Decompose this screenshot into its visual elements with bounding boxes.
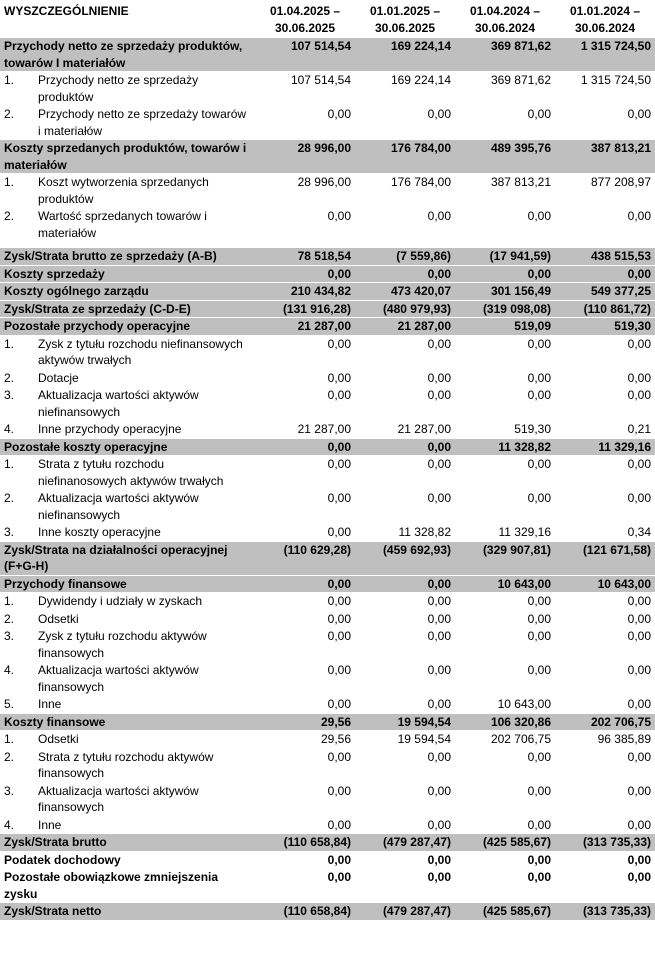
detail-row [0,662,655,696]
summary-row [0,140,655,174]
row-label-cell [0,283,255,301]
row-label: Zysk z tytułu rozchodu aktywów finansowych [38,629,207,660]
row-label-cell [0,816,255,834]
value-cell: (110 658,84) [255,834,355,852]
value-cell: 0,00 [555,387,655,421]
detail-row [0,421,655,439]
value-cell: 0,00 [455,816,555,834]
value-cell: 0,00 [455,369,555,387]
row-label-cell [0,106,255,140]
row-label-cell [0,748,255,782]
row-number: 2. [4,749,15,764]
row-label-cell [0,248,255,266]
value-cell: (479 287,47) [355,903,455,921]
row-number: 2. [4,370,15,385]
value-cell: (7 559,86) [355,248,455,266]
value-cell: 0,00 [355,869,455,903]
value-cell: 0,00 [355,208,455,248]
value-cell: 0,00 [455,748,555,782]
value-cell: 202 706,75 [555,713,655,731]
value-cell: 0,00 [355,851,455,869]
value-cell: 96 385,89 [555,731,655,749]
row-label: Inne przychody operacyjne [38,422,182,436]
value-cell: 0,00 [355,628,455,662]
value-cell: 473 420,07 [355,283,455,301]
row-label-cell [0,387,255,421]
row-label: Inne [38,817,62,832]
header-label: WYSZCZEGÓLNIENIE [0,0,255,38]
value-cell: 0,00 [255,816,355,834]
value-cell: (459 692,93) [355,541,455,575]
row-number: 3. [4,783,15,798]
value-cell: 10 643,00 [455,575,555,593]
row-label: Aktualizacja wartości aktywów finansowych [38,663,199,694]
value-cell: 0,00 [455,851,555,869]
detail-row [0,628,655,662]
value-cell: 0,00 [355,575,455,593]
value-cell: 0,00 [255,593,355,611]
row-label: Zysk/Strata ze sprzedaży (C-D-E) [4,301,191,316]
row-number: 5. [4,697,15,711]
value-cell: 0,00 [455,628,555,662]
summary-row [0,834,655,852]
row-label-cell [0,593,255,611]
row-number: 1. [4,175,15,189]
value-cell: 28 996,00 [255,140,355,174]
row-label-cell [0,72,255,106]
row-label-cell [0,903,255,921]
value-cell: 0,00 [255,369,355,387]
row-label: Koszty sprzedanych produktów, towarów i materiałów [4,141,247,172]
value-cell: 210 434,82 [255,283,355,301]
row-number: 1. [4,732,15,746]
value-cell: 0,00 [555,490,655,524]
value-cell: 0,00 [455,593,555,611]
detail-row [0,696,655,714]
value-cell: 0,00 [455,782,555,816]
row-label-cell [0,438,255,456]
row-label: Strata z tytułu rozchodu aktywów finansowych [38,749,214,780]
value-cell: 0,00 [255,524,355,542]
value-cell: 0,00 [255,490,355,524]
value-cell: 0,00 [355,748,455,782]
value-cell: (110 658,84) [255,903,355,921]
value-cell: 0,00 [455,869,555,903]
value-cell: (313 735,33) [555,834,655,852]
row-label: Koszty sprzedaży [4,266,105,281]
header-period: 01.01.2025 – 30.06.2025 [355,0,455,38]
row-label: Inne [38,697,62,711]
summary-row [0,438,655,456]
row-label-cell [0,300,255,318]
value-cell: 202 706,75 [455,731,555,749]
row-label-cell [0,731,255,749]
value-cell: (425 585,67) [455,834,555,852]
value-cell: 19 594,54 [355,713,455,731]
value-cell: 176 784,00 [355,140,455,174]
detail-row [0,387,655,421]
row-label-cell [0,869,255,903]
value-cell: 0,00 [455,106,555,140]
value-cell: 0,34 [555,524,655,542]
row-number: 2. [4,107,15,121]
value-cell: 106 320,86 [455,713,555,731]
row-label-cell [0,490,255,524]
value-cell: 0,00 [255,208,355,248]
value-cell: 0,00 [555,456,655,490]
row-number: 1. [4,336,15,351]
value-cell: 0,00 [555,662,655,696]
value-cell: 0,00 [555,610,655,628]
value-cell: 0,00 [555,851,655,869]
summary-row [0,318,655,336]
detail-row [0,748,655,782]
value-cell: 1 315 724,50 [555,38,655,72]
value-cell: 0,00 [255,456,355,490]
row-label: Inne koszty operacyjne [38,525,161,539]
value-cell: 0,00 [355,490,455,524]
row-label: Odsetki [38,611,79,626]
row-label: Aktualizacja wartości aktywów finansowych [38,783,199,814]
row-number: 2. [4,491,15,505]
summary-row [0,265,655,283]
row-label: Dywidendy i udziały w zyskach [38,594,203,608]
value-cell: (17 941,59) [455,248,555,266]
row-label: Strata z tytułu rozchodu niefinanosowych aktywów trwałych [38,457,224,488]
row-label-cell [0,696,255,714]
value-cell: 11 329,16 [455,524,555,542]
row-label: Koszty ogólnego zarządu [4,284,149,298]
row-label-cell [0,456,255,490]
row-number: 1. [4,73,15,87]
value-cell: 0,00 [255,662,355,696]
header-period: 01.04.2024 – 30.06.2024 [455,0,555,38]
value-cell: 0,00 [355,662,455,696]
value-cell: 0,00 [255,628,355,662]
value-cell: 0,00 [255,696,355,714]
value-cell: 0,00 [355,610,455,628]
value-cell: 0,00 [455,265,555,283]
value-cell: 0,00 [255,106,355,140]
value-cell: 29,56 [255,731,355,749]
row-label-cell [0,713,255,731]
row-number: 3. [4,388,15,402]
row-label-cell [0,421,255,439]
row-number: 3. [4,629,15,643]
value-cell: 0,00 [355,369,455,387]
value-cell: 0,00 [255,869,355,903]
row-label: Pozostałe koszty operacyjne [4,439,168,454]
row-label-cell [0,318,255,336]
value-cell: 0,00 [455,208,555,248]
row-label-cell [0,174,255,208]
detail-row [0,782,655,816]
value-cell: 21 287,00 [255,421,355,439]
value-cell: 0,00 [555,265,655,283]
detail-row [0,174,655,208]
row-label-cell [0,140,255,174]
detail-row [0,524,655,542]
value-cell: 0,00 [555,696,655,714]
row-number: 2. [4,611,15,626]
value-cell: (329 907,81) [455,541,555,575]
value-cell: 0,00 [555,593,655,611]
row-label-cell [0,851,255,869]
value-cell: 0,21 [555,421,655,439]
value-cell: 0,00 [255,265,355,283]
value-cell: 0,00 [555,869,655,903]
value-cell: 0,00 [555,106,655,140]
value-cell: 549 377,25 [555,283,655,301]
row-label: Aktualizacja wartości aktywów niefinansowych [38,491,199,522]
summary-row [0,903,655,921]
row-label-cell [0,38,255,72]
row-label-cell [0,335,255,369]
detail-row [0,593,655,611]
row-label-cell [0,369,255,387]
row-label: Podatek dochodowy [4,852,121,867]
value-cell: 169 224,14 [355,38,455,72]
row-number: 3. [4,525,15,539]
detail-row [0,731,655,749]
row-label-cell [0,265,255,283]
row-label-cell [0,524,255,542]
value-cell: 387 813,21 [555,140,655,174]
row-label-cell [0,782,255,816]
row-label: Zysk z tytułu rozchodu niefinansowych aktywów trwałych [38,336,243,367]
value-cell: 10 643,00 [555,575,655,593]
value-cell: 0,00 [355,782,455,816]
value-cell: 519,30 [555,318,655,336]
detail-row [0,610,655,628]
value-cell: 0,00 [355,456,455,490]
value-cell: 21 287,00 [255,318,355,336]
value-cell: 0,00 [355,593,455,611]
value-cell: 519,30 [455,421,555,439]
summary-row [0,38,655,72]
row-label: Zysk/Strata brutto ze sprzedaży (A-B) [4,249,217,263]
value-cell: 0,00 [355,696,455,714]
value-cell: 387 813,21 [455,174,555,208]
value-cell: 0,00 [555,628,655,662]
detail-row [0,369,655,387]
detail-row [0,335,655,369]
value-cell: 0,00 [255,387,355,421]
header-period: 01.04.2025 – 30.06.2025 [255,0,355,38]
summary-row [0,869,655,903]
value-cell: 0,00 [355,438,455,456]
value-cell: 0,00 [255,851,355,869]
value-cell: 0,00 [555,748,655,782]
value-cell: 0,00 [255,438,355,456]
value-cell: 369 871,62 [455,38,555,72]
row-number: 1. [4,594,15,608]
row-label: Koszt wytworzenia sprzedanych produktów [38,175,209,206]
row-label: Aktualizacja wartości aktywów niefinansowych [38,388,199,419]
value-cell: 369 871,62 [455,72,555,106]
value-cell: (110 861,72) [555,300,655,318]
row-label: Przychody finansowe [4,576,127,591]
value-cell: 0,00 [255,335,355,369]
value-cell: (121 671,58) [555,541,655,575]
row-label-cell [0,834,255,852]
row-label: Wartość sprzedanych towarów i materiałów [38,209,207,240]
summary-row [0,713,655,731]
row-number: 4. [4,817,15,832]
value-cell: 0,00 [355,335,455,369]
row-number: 4. [4,422,15,436]
row-number: 2. [4,209,15,223]
row-label-cell [0,610,255,628]
row-label: Koszty finansowe [4,714,106,729]
detail-row [0,208,655,248]
value-cell: (313 735,33) [555,903,655,921]
summary-row [0,541,655,575]
value-cell: (479 287,47) [355,834,455,852]
value-cell: 519,09 [455,318,555,336]
value-cell: 0,00 [555,369,655,387]
value-cell: (425 585,67) [455,903,555,921]
value-cell: 0,00 [455,610,555,628]
value-cell: 107 514,54 [255,38,355,72]
value-cell: 28 996,00 [255,174,355,208]
row-label: Zysk/Strata brutto [4,835,107,849]
value-cell: (480 979,93) [355,300,455,318]
detail-row [0,456,655,490]
value-cell: (319 098,08) [455,300,555,318]
row-label: Odsetki [38,732,79,746]
value-cell: 0,00 [355,265,455,283]
row-label: Zysk/Strata na działalności operacyjnej (F+G-H) [4,542,228,573]
value-cell: 0,00 [455,335,555,369]
value-cell: 0,00 [355,106,455,140]
value-cell: (131 916,28) [255,300,355,318]
value-cell: 11 328,82 [455,438,555,456]
value-cell: 0,00 [555,782,655,816]
value-cell: 0,00 [255,748,355,782]
value-cell: 10 643,00 [455,696,555,714]
row-label-cell [0,208,255,248]
row-label: Przychody netto ze sprzedaży produktów [38,73,199,104]
value-cell: 19 594,54 [355,731,455,749]
value-cell: 0,00 [555,816,655,834]
detail-row [0,490,655,524]
value-cell: 0,00 [255,575,355,593]
table-body [0,38,655,921]
row-label: Zysk/Strata netto [4,904,102,918]
row-label-cell [0,541,255,575]
summary-row [0,575,655,593]
row-label: Przychody netto ze sprzedaży towarów i materiałów [38,107,247,138]
value-cell: 29,56 [255,713,355,731]
value-cell: 0,00 [455,456,555,490]
summary-row [0,300,655,318]
summary-row [0,851,655,869]
value-cell: 78 518,54 [255,248,355,266]
value-cell: 489 395,76 [455,140,555,174]
value-cell: 0,00 [355,816,455,834]
value-cell: 0,00 [455,490,555,524]
summary-row [0,283,655,301]
detail-row [0,816,655,834]
row-label: Pozostałe obowiązkowe zmniejszenia zysku [4,870,219,901]
value-cell: 21 287,00 [355,318,455,336]
value-cell: 0,00 [355,387,455,421]
value-cell: 0,00 [255,610,355,628]
summary-row [0,248,655,266]
detail-row [0,72,655,106]
row-label: Przychody netto ze sprzedaży produktów, towarów I materiałów [4,39,243,70]
value-cell: 169 224,14 [355,72,455,106]
value-cell: 877 208,97 [555,174,655,208]
value-cell: 1 315 724,50 [555,72,655,106]
header-row [0,0,655,38]
value-cell: 301 156,49 [455,283,555,301]
value-cell: 107 514,54 [255,72,355,106]
row-label-cell [0,662,255,696]
value-cell: 0,00 [455,387,555,421]
value-cell: 438 515,53 [555,248,655,266]
row-label: Pozostałe przychody operacyjne [4,319,191,333]
row-label-cell [0,628,255,662]
value-cell: 0,00 [555,335,655,369]
value-cell: 0,00 [255,782,355,816]
value-cell: 21 287,00 [355,421,455,439]
value-cell: 0,00 [555,208,655,248]
row-number: 4. [4,663,15,677]
value-cell: 0,00 [455,662,555,696]
row-label: Dotacje [38,370,79,385]
row-label-cell [0,575,255,593]
row-number: 1. [4,457,15,471]
value-cell: 176 784,00 [355,174,455,208]
detail-row [0,106,655,140]
value-cell: (110 629,28) [255,541,355,575]
value-cell: 11 328,82 [355,524,455,542]
value-cell: 11 329,16 [555,438,655,456]
header-period: 01.01.2024 – 30.06.2024 [555,0,655,38]
